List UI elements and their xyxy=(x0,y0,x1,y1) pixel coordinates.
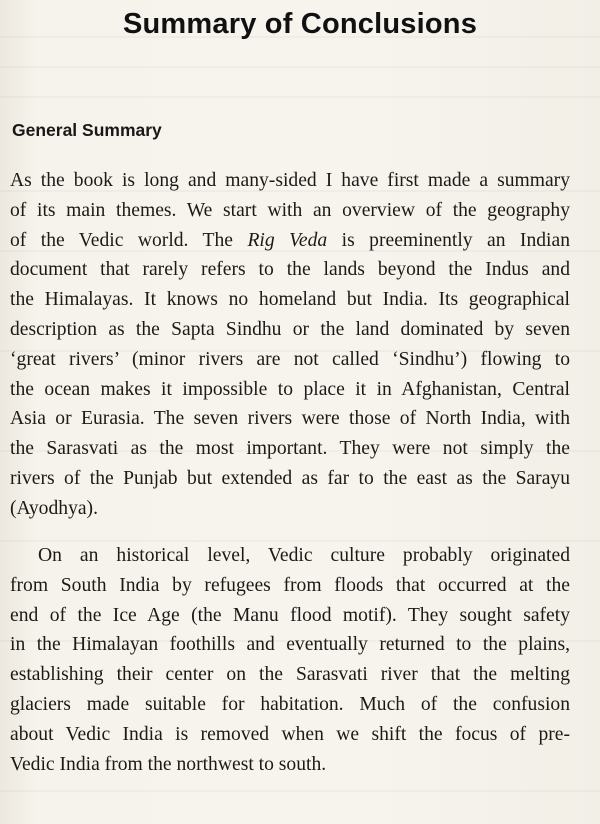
chapter-title: Summary of Conclusions xyxy=(122,8,478,40)
section-heading: General Summary xyxy=(12,120,162,140)
text-line: glaciers made suitable for habitation. Much of the confusion xyxy=(10,693,570,715)
text-line: On an historical level, Vedic culture probably originated xyxy=(38,545,570,566)
paragraph-general-summary xyxy=(10,166,570,524)
show-through-line xyxy=(0,66,600,68)
show-through-line xyxy=(0,790,600,792)
text-line: document that rarely refers to the lands beyond the Indus and xyxy=(10,259,570,281)
text-line: (Ayodhya). xyxy=(10,497,98,519)
text-line: the Himalayas. It knows no homeland but India. Its geographical xyxy=(10,289,570,311)
text-line: description as the Sapta Sindhu or the land dominated by seven xyxy=(10,318,570,340)
text-line: As the book is long and many-sided I have first made a summary xyxy=(10,170,570,191)
text-line: establishing their center on the Sarasvati river that the melting xyxy=(10,664,570,686)
text-fragment: is preeminently an Indian xyxy=(341,229,570,251)
text-line: of its main themes. We start with an overview of the geography xyxy=(10,199,570,221)
text-line-with-title xyxy=(10,226,570,256)
text-line: the Sarasvati as the most important. They were not simply the xyxy=(10,438,570,460)
text-line: Vedic India from the northwest to south. xyxy=(10,753,327,775)
text-line: the ocean makes it impossible to place it in Afghanistan, Central xyxy=(10,378,570,400)
text-line: rivers of the Punjab but extended as far to the east as the Sarayu xyxy=(10,467,570,489)
show-through-line xyxy=(0,96,600,98)
text-line: from South India by refugees from floods that occurred at the xyxy=(10,574,570,596)
text-line: Asia or Eurasia. The seven rivers were those of North India, with xyxy=(10,408,570,430)
text-fragment: of the Vedic world. The xyxy=(10,229,234,251)
book-title-rig-veda: Rig Veda xyxy=(247,229,328,251)
text-line: ‘great rivers’ (minor rivers are not called ‘Sindhu’) flowing to xyxy=(10,348,570,370)
text-line: end of the Ice Age (the Manu flood motif). They sought safety xyxy=(10,604,570,626)
text-line: in the Himalayan foothills and eventually returned to the plains, xyxy=(10,634,570,656)
paragraph-historical-level xyxy=(10,541,570,779)
text-line: about Vedic India is removed when we shift the focus of pre- xyxy=(10,723,570,745)
